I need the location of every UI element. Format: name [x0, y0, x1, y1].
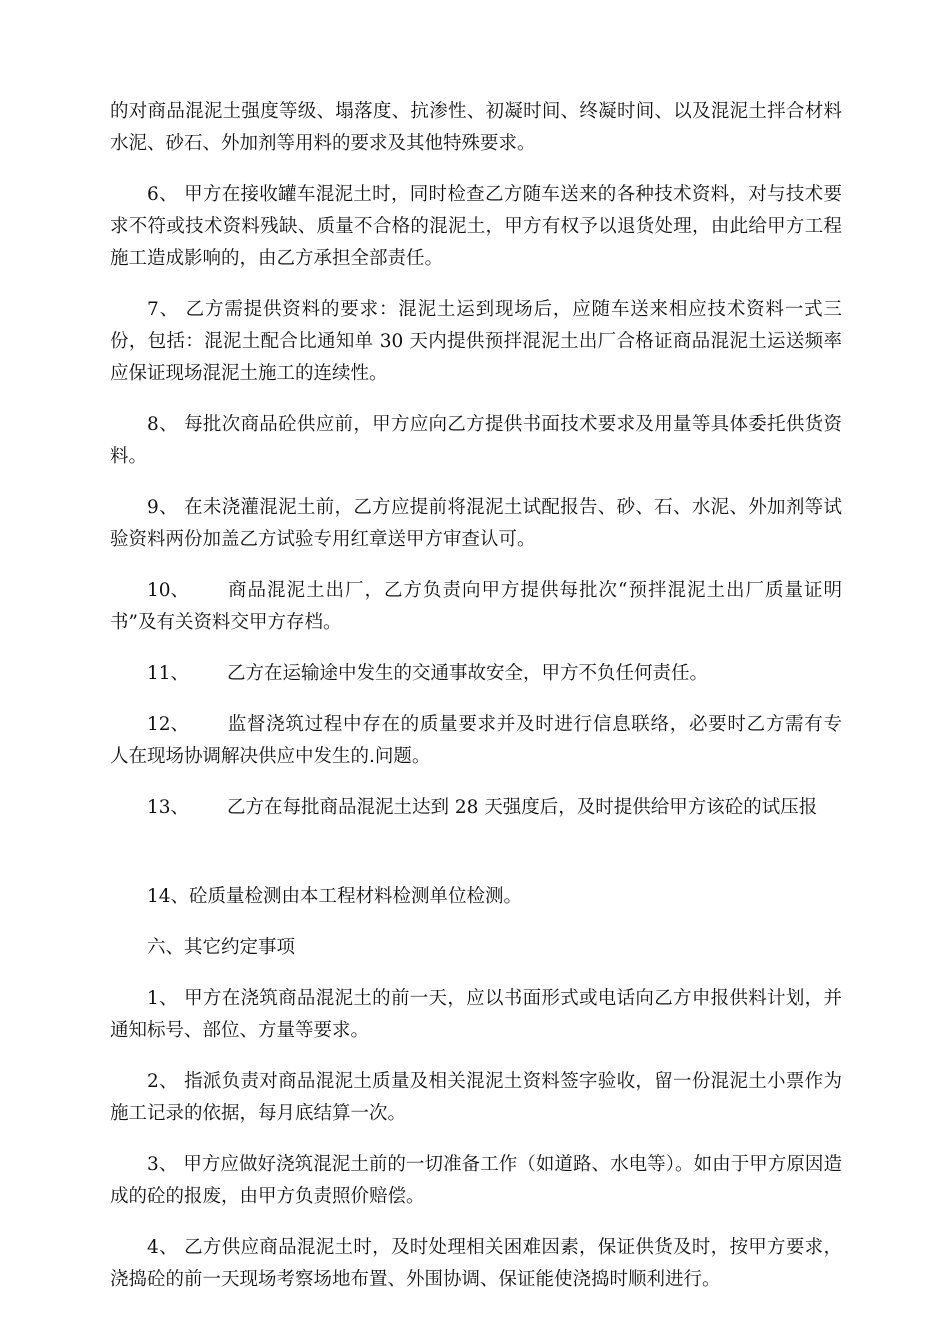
clause-text: 甲方在接收罐车混泥土时，同时检查乙方随车送来的各种技术资料，对与技术要求不符或技术资料残缺、质量不合格的混泥土，甲方有权予以退货处理，由此给甲方工程施工造成影响的，由乙方承担全部责任。 — [110, 184, 842, 269]
clause-number: 6、 — [147, 184, 178, 205]
clause-8 — [110, 409, 842, 473]
other-clause-2 — [110, 1066, 842, 1130]
clause-text: 乙方供应商品混泥土时，及时处理相关困难因素，保证供货及时，按甲方要求，浇捣砼的前一天现场考察场地布置、外围协调、保证能使浇捣时顺利进行。 — [110, 1237, 842, 1290]
clause-number: 10、 — [147, 580, 190, 601]
other-clause-1 — [110, 983, 842, 1047]
clause-number: 14、 — [147, 886, 190, 907]
clause-text: 监督浇筑过程中存在的质量要求并及时进行信息联络，必要时乙方需有专 人在现场协调解决供应中发生的.问题。 — [110, 714, 842, 767]
clause-number: 11、 — [147, 663, 190, 684]
clause-text: 甲方应做好浇筑混泥土前的一切准备工作（如道路、水电等）。如由于甲方原因造成的砼的报废，由甲方负责照价赔偿。 — [110, 1154, 842, 1207]
document-page — [110, 96, 842, 1315]
clause-number: 7、 — [147, 299, 179, 320]
clause-number: 3、 — [147, 1154, 178, 1175]
other-clause-3 — [110, 1149, 842, 1213]
clause-text: 乙方在每批商品混泥土达到 28 天强度后，及时提供给甲方该砼的试压报 — [227, 797, 818, 818]
clause-text: 指派负责对商品混泥土质量及相关混泥土资料签字验收，留一份混泥土小票作为施工记录的依据，每月底结算一次。 — [110, 1071, 842, 1124]
other-clause-4 — [110, 1232, 842, 1296]
clause-number: 9、 — [147, 497, 178, 518]
clause-number: 12、 — [147, 714, 190, 735]
clause-text: 乙方在运输途中发生的交通事故安全，甲方不负任何责任。 — [227, 663, 709, 684]
clause-number: 4、 — [147, 1237, 178, 1258]
clause-number: 13、 — [147, 797, 190, 818]
clause-9 — [110, 492, 842, 556]
section-heading — [110, 932, 842, 964]
clause-number: 8、 — [147, 414, 178, 435]
paragraph-continuation — [110, 96, 842, 160]
clause-number: 2、 — [147, 1071, 178, 1092]
clause-text: 每批次商品砼供应前，甲方应向乙方提供书面技术要求及用量等具体委托供货资料。 — [110, 414, 842, 467]
clause-text: 商品混泥土出厂，乙方负责向甲方提供每批次“预拌混泥土出厂质量证明 书”及有关资料交甲方存档。 — [110, 580, 842, 633]
clause-14 — [110, 881, 842, 913]
clause-text: 砼质量检测由本工程材料检测单位检测。 — [189, 886, 523, 907]
clause-text: 甲方在浇筑商品混泥土的前一天，应以书面形式或电话向乙方申报供料计划，并通知标号、部位、方量等要求。 — [110, 988, 842, 1041]
clause-7 — [110, 294, 842, 390]
paragraph-text: 的对商品混泥土强度等级、塌落度、抗渗性、初凝时间、终凝时间、以及混泥土拌合材料水泥、砂石、外加剂等用料的要求及其他特殊要求。 — [110, 101, 842, 154]
section-heading-text: 六、其它约定事项 — [147, 937, 296, 958]
clause-13 — [110, 792, 842, 824]
clause-text: 在未浇灌混泥土前，乙方应提前将混泥土试配报告、砂、石、水泥、外加剂等试验资料两份加盖乙方试验专用红章送甲方审查认可。 — [110, 497, 842, 550]
clause-number: 1、 — [147, 988, 178, 1009]
clause-text: 乙方需提供资料的要求：混泥土运到现场后，应随车送来相应技术资料一式三份，包括：混泥土配合比通知单 30 天内提供预拌混泥土出厂合格证商品混泥土运送频率应保证现场混泥土施工的连续性。 — [110, 299, 842, 384]
clause-11 — [110, 658, 842, 690]
clause-12 — [110, 709, 842, 773]
clause-10 — [110, 575, 842, 639]
clause-6 — [110, 179, 842, 275]
